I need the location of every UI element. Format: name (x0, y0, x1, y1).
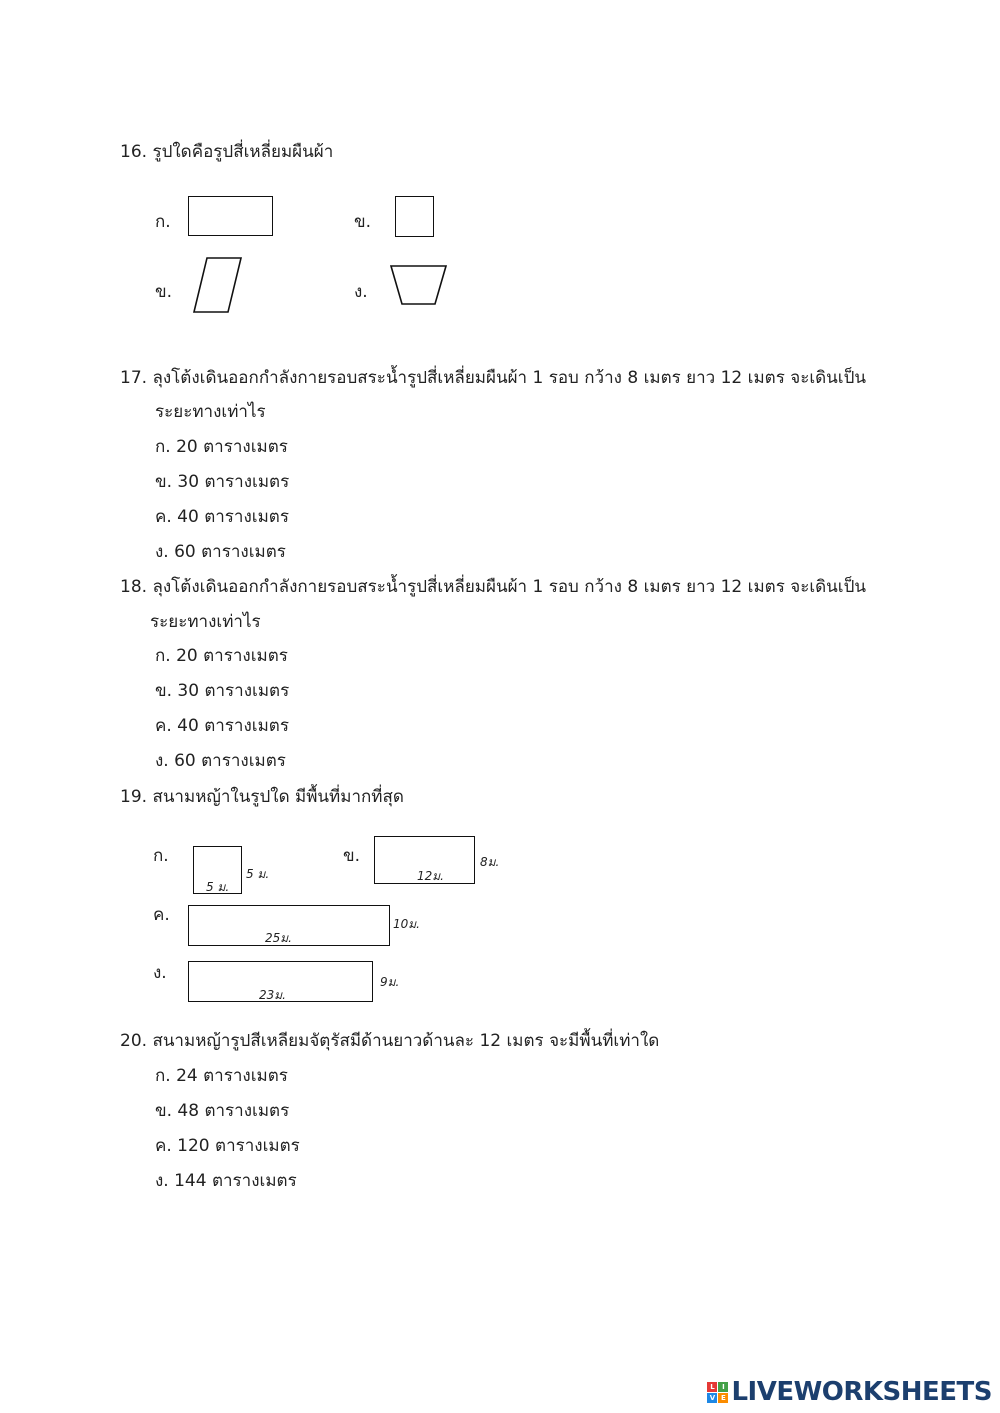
q19-field-c-side-dim: 10ม. (393, 917, 420, 931)
q16-option-a-label[interactable]: ก. (155, 212, 171, 232)
logo-letter-i: I (718, 1382, 728, 1392)
q18-option-c[interactable]: ค. 40 ตารางเมตร (155, 716, 289, 736)
q19-field-a-side-dim: 5 ม. (246, 867, 270, 881)
q20-option-c[interactable]: ค. 120 ตารางเมตร (155, 1136, 300, 1156)
q17-question-line1: 17. ลุงโต้งเดินออกกำลังกายรอบสระน้ำรูปสี่เหลี่ยมผืนผ้า 1 รอบ กว้าง 8 เมตร ยาว 12 เมตร จะเดินเป็น (120, 368, 867, 388)
q16-question: 16. รูปใดคือรูปสี่เหลี่ยมผืนผ้า (120, 142, 334, 162)
liveworksheets-logo (707, 1377, 992, 1407)
liveworksheets-logo-icon (707, 1382, 728, 1403)
q17-question-line2: ระยะทางเท่าไร (155, 402, 266, 422)
q16-square-shape (395, 196, 434, 237)
q16-parallelogram-shape (190, 255, 246, 315)
logo-letter-l: L (707, 1382, 717, 1392)
q18-option-b[interactable]: ข. 30 ตารางเมตร (155, 681, 290, 701)
q16-trapezoid-shape (388, 263, 450, 307)
q16-option-b-label[interactable]: ข. (354, 212, 372, 232)
q20-option-d[interactable]: ง. 144 ตารางเมตร (155, 1171, 297, 1191)
q19-field-b-bottom-dim: 12ม. (417, 869, 444, 883)
q17-option-b[interactable]: ข. 30 ตารางเมตร (155, 472, 290, 492)
q16-rectangle-shape (188, 196, 273, 236)
q20-option-b[interactable]: ข. 48 ตารางเมตร (155, 1101, 290, 1121)
q16-option-d-label[interactable]: ง. (354, 282, 368, 302)
q19-option-c-label[interactable]: ค. (153, 905, 170, 925)
q19-field-c-bottom-dim: 25ม. (265, 931, 292, 945)
q19-field-d-bottom-dim: 23ม. (259, 988, 286, 1002)
q20-question: 20. สนามหญ้ารูปสีเหลียมจัตุรัสมีด้านยาวด้านละ 12 เมตร จะมีพื้นที่เท่าใด (120, 1031, 660, 1051)
q20-option-a[interactable]: ก. 24 ตารางเมตร (155, 1066, 288, 1086)
q19-field-a-bottom-dim: 5 ม. (206, 880, 230, 894)
q19-option-a-label[interactable]: ก. (153, 846, 169, 866)
q17-option-d[interactable]: ง. 60 ตารางเมตร (155, 542, 286, 562)
liveworksheets-brand-text: LIVEWORKSHEETS (731, 1377, 992, 1407)
q19-field-b-side-dim: 8ม. (480, 855, 500, 869)
q18-question-line2: ระยะทางเท่าไร (150, 612, 261, 632)
q19-field-d-side-dim: 9ม. (380, 975, 400, 989)
q16-option-c-label[interactable]: ข. (155, 282, 173, 302)
logo-letter-v: V (707, 1393, 717, 1403)
q18-option-a[interactable]: ก. 20 ตารางเมตร (155, 646, 288, 666)
q17-option-a[interactable]: ก. 20 ตารางเมตร (155, 437, 288, 457)
q19-option-d-label[interactable]: ง. (153, 963, 167, 983)
q19-option-b-label[interactable]: ข. (343, 846, 361, 866)
q17-option-c[interactable]: ค. 40 ตารางเมตร (155, 507, 289, 527)
q18-question-line1: 18. ลุงโต้งเดินออกกำลังกายรอบสระน้ำรูปสี่เหลี่ยมผืนผ้า 1 รอบ กว้าง 8 เมตร ยาว 12 เมตร จะเดินเป็น (120, 577, 867, 597)
q18-option-d[interactable]: ง. 60 ตารางเมตร (155, 751, 286, 771)
logo-letter-e: E (718, 1393, 728, 1403)
q19-question: 19. สนามหญ้าในรูปใด มีพื้นที่มากที่สุด (120, 787, 404, 807)
